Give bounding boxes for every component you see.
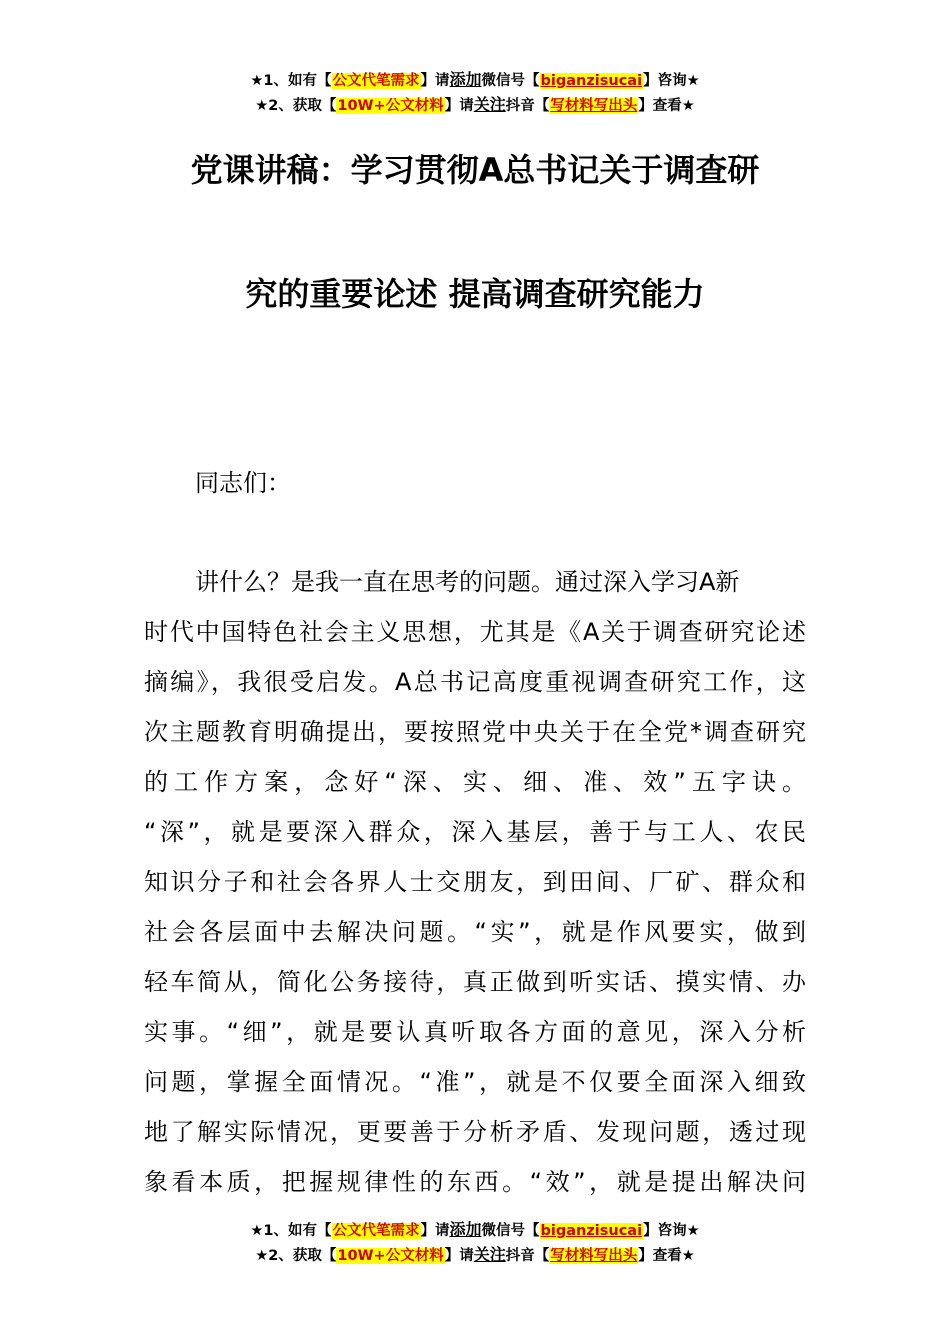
banner-text: 微信号【 — [481, 1223, 540, 1239]
banner-highlight: 10W+公文材料 — [337, 98, 444, 114]
banner-text: 】请 — [420, 73, 450, 89]
banner-line-2 — [0, 1243, 950, 1268]
banner-text: 】查看★ — [638, 1248, 695, 1264]
banner-highlight: 10W+公文材料 — [337, 1248, 444, 1264]
banner-text: 】请 — [420, 1223, 450, 1239]
banner-douyin-account[interactable]: 写材料写出头 — [550, 98, 638, 114]
banner-text: ★2、获取【 — [255, 98, 337, 114]
banner-text: 】咨询★ — [643, 1223, 700, 1239]
paragraph-line: 地了解实际情况，更要善于分析矛盾、发现问题，透过现 — [144, 1118, 806, 1146]
banner-text: 】请 — [444, 98, 474, 114]
paragraph-line: 知识分子和社会各界人士交朋友，到田间、厂矿、群众和 — [144, 868, 806, 896]
banner-text: ★2、获取【 — [255, 1248, 337, 1264]
banner-highlight: 公文代笔需求 — [332, 1223, 420, 1239]
paragraph-line: 讲什么？是我一直在思考的问题。通过深入学习A新 — [195, 568, 740, 596]
banner-text: 微信号【 — [481, 73, 540, 89]
banner-text: ★1、如有【 — [250, 73, 332, 89]
banner-douyin-account[interactable]: 写材料写出头 — [550, 1248, 638, 1264]
paragraph-line: “深”，就是要深入群众，深入基层，善于与工人、农民 — [144, 818, 806, 846]
banner-wechat-id[interactable]: biganzisucai — [540, 1223, 643, 1239]
banner-emphasis: 关注 — [473, 1245, 506, 1264]
document-title-line-2: 究的重要论述 提高调查研究能力 — [245, 275, 705, 313]
banner-text: 抖音【 — [505, 98, 550, 114]
paragraph-line: 问题，掌握全面情况。“准”，就是不仅要全面深入细致 — [144, 1068, 806, 1096]
banner-line-1 — [0, 68, 950, 93]
banner-text: 】查看★ — [638, 98, 695, 114]
body-paragraph — [144, 557, 806, 1207]
paragraph-line: 社会各层面中去解决问题。“实”，就是作风要实，做到 — [144, 918, 806, 946]
paragraph-line: 时代中国特色社会主义思想，尤其是《A关于调查研究论述 — [144, 618, 806, 646]
banner-emphasis: 添加 — [449, 1220, 482, 1239]
banner-line-1 — [0, 1218, 950, 1243]
banner-text: 】咨询★ — [643, 73, 700, 89]
banner-emphasis: 添加 — [449, 70, 482, 89]
banner-emphasis: 关注 — [473, 95, 506, 114]
banner-wechat-id[interactable]: biganzisucai — [540, 73, 643, 89]
paragraph-line: 实事。“细”，就是要认真听取各方面的意见，深入分析 — [144, 1018, 806, 1046]
banner-text: 】请 — [444, 1248, 474, 1264]
header-banner — [0, 68, 950, 118]
banner-text: ★1、如有【 — [250, 1223, 332, 1239]
paragraph-line: 摘编》，我很受启发。A总书记高度重视调查研究工作，这 — [144, 668, 806, 696]
footer-banner — [0, 1218, 950, 1268]
paragraph-line: 次主题教育明确提出，要按照党中央关于在全党*调查研究 — [144, 718, 806, 746]
paragraph-line: 的工作方案，念好“深、实、细、准、效”五字诀。 — [144, 768, 806, 796]
banner-highlight: 公文代笔需求 — [332, 73, 420, 89]
banner-line-2 — [0, 93, 950, 118]
banner-text: 抖音【 — [505, 1248, 550, 1264]
paragraph-line: 象看本质，把握规律性的东西。“效”，就是提出解决问 — [144, 1168, 806, 1196]
salutation: 同志们： — [195, 469, 291, 497]
paragraph-line: 轻车简从，简化公务接待，真正做到听实话、摸实情、办 — [144, 968, 806, 996]
document-title-line-1: 党课讲稿：学习贯彻A总书记关于调查研 — [190, 151, 760, 189]
